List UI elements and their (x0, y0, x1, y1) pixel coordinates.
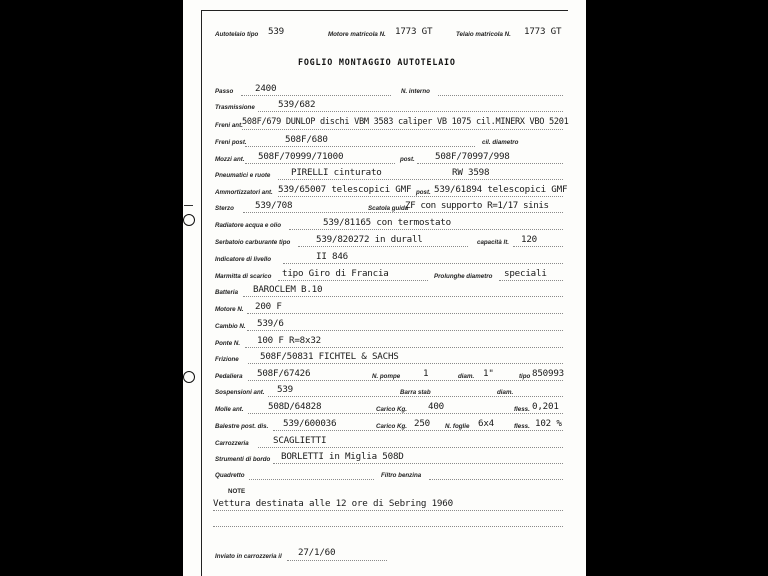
barra-stab-label: Barra stab (400, 389, 431, 396)
rule-line (283, 263, 563, 264)
rule-line (268, 396, 563, 397)
rule-line (417, 163, 563, 164)
cambio-label: Cambio N. (215, 323, 246, 330)
capacita-label: capacità lt. (477, 239, 509, 246)
carico1-value: 400 (428, 401, 444, 412)
passo-label: Passo (215, 88, 234, 95)
rule-line (499, 280, 563, 281)
cil-diametro-label: cil. diametro (482, 139, 519, 146)
foglie-label: N. foglie (445, 423, 470, 430)
marmitta-value: tipo Giro di Francia (282, 268, 389, 279)
rule-line (248, 363, 563, 364)
motore-n-value: 200 F (255, 301, 282, 312)
carico2-value: 250 (414, 418, 430, 429)
rule-line (245, 163, 395, 164)
frizione-label: Frizione (215, 356, 239, 363)
indicatore-label: Indicatore di livello (215, 256, 272, 263)
batteria-label: Batteria (215, 289, 239, 296)
carico2-label: Carico Kg. (376, 423, 407, 430)
rule-line (429, 479, 563, 480)
rule-line (249, 479, 374, 480)
trasmissione-value: 539/682 (278, 99, 316, 110)
rule-line (273, 463, 563, 464)
rule-line (278, 280, 428, 281)
molle-label: Molle ant. (215, 406, 244, 413)
ammortizzatori-value: 539/65007 telescopici GMF (278, 184, 412, 195)
rule-line (245, 146, 475, 147)
scatola-guida-value: ZF con supporto R=1/17 sinis (405, 200, 549, 211)
rule-line (513, 246, 563, 247)
mozzi-ant-value: 508F/70999/71000 (258, 151, 344, 162)
fless1-value: 0,201 (532, 401, 559, 412)
rule-line (247, 313, 563, 314)
motore-matricola-label: Motore matricola N. (328, 31, 386, 38)
indicatore-value: II 846 (316, 251, 348, 262)
freni-ant-label: Freni ant. (215, 122, 243, 129)
sterzo-label: Sterzo (215, 205, 234, 212)
sospensioni-value: 539 (277, 384, 293, 395)
pedaliera-label: Pedaliera (215, 373, 243, 380)
rule-line (438, 95, 563, 96)
quadretto-label: Quadretto (215, 472, 245, 479)
pompe-label: N. pompe (372, 373, 401, 380)
note-label: NOTE (228, 488, 246, 495)
rule-line (258, 447, 563, 448)
strumenti-label: Strumenti di bordo (215, 456, 271, 463)
rule-line (213, 526, 563, 527)
foglie-value: 6x4 (478, 418, 494, 429)
autotelaio-value: 539 (268, 26, 284, 37)
autotelaio-label: Autotelaio tipo (215, 31, 259, 38)
rule-line (247, 330, 563, 331)
scatola-guida-label: Scatola guida (368, 205, 409, 212)
carrozzeria-value: SCAGLIETTI (273, 435, 327, 446)
rule-line (289, 229, 563, 230)
tipo-value: 850993 (532, 368, 564, 379)
rule-line (245, 347, 563, 348)
prolunghe-value: speciali (504, 268, 547, 279)
ammortizzatori-label: Ammortizzatori ant. (215, 189, 273, 196)
tipo-label: tipo (519, 373, 531, 380)
ponte-label: Ponte N. (215, 340, 241, 347)
ammortizzatori-post-value: 539/61894 telescopici GMF (434, 184, 568, 195)
rule-line (278, 196, 563, 197)
balestre-label: Balestre post. dis. (215, 423, 269, 430)
diam2-label: diam. (497, 389, 514, 396)
rule-line (273, 430, 563, 431)
serbatoio-value: 539/820272 in durall (316, 234, 423, 245)
note-value: Vettura destinata alle 12 ore di Sebring 1960 (213, 498, 453, 509)
pompe-value: 1 (423, 368, 429, 379)
cambio-value: 539/6 (257, 318, 284, 329)
inviato-value: 27/1/60 (298, 547, 336, 558)
filtro-label: Filtro benzina (381, 472, 422, 479)
radiatore-label: Radiatore acqua e olio (215, 222, 282, 229)
telaio-matricola-label: Telaio matricola N. (456, 31, 511, 38)
balestre-value: 539/600036 (283, 418, 337, 429)
ammortizzatori-post-label: post. (416, 189, 431, 196)
strumenti-value: BORLETTI in Miglia 508D (281, 451, 404, 462)
molle-value: 508D/64828 (268, 401, 322, 412)
carrozzeria-label: Carrozzeria (215, 440, 249, 447)
prolunghe-label: Prolunghe diametro (434, 273, 493, 280)
rule-line (287, 560, 387, 561)
mozzi-ant-label: Mozzi ant. (215, 156, 245, 163)
marmitta-label: Marmitta di scarico (215, 273, 272, 280)
rule-line (248, 380, 563, 381)
passo-value: 2400 (255, 83, 277, 94)
fless2-label: fless. (514, 423, 530, 430)
rule-line (278, 179, 563, 180)
rule-line (243, 212, 563, 213)
serbatoio-label: Serbatoio carburante tipo (215, 239, 291, 246)
freni-post-label: Freni post. (215, 139, 247, 146)
diam-label: diam. (458, 373, 475, 380)
motore-matricola-value: 1773 GT (395, 26, 433, 37)
rule-line (248, 413, 563, 414)
pneumatici-value: PIRELLI cinturato (291, 167, 382, 178)
diam-value: 1" (483, 368, 494, 379)
rule-line (258, 111, 563, 112)
batteria-value: BAROCLEM B.10 (253, 284, 323, 295)
mozzi-post-value: 508F/70997/998 (435, 151, 510, 162)
mozzi-post-label: post. (400, 156, 415, 163)
rule-line (243, 296, 563, 297)
document-sheet (183, 0, 586, 576)
frizione-value: 508F/50831 FICHTEL & SACHS (260, 351, 399, 362)
punch-hole-top (183, 214, 195, 226)
capacita-value: 120 (521, 234, 537, 245)
motore-n-label: Motore N. (215, 306, 244, 313)
fless1-label: fless. (514, 406, 530, 413)
pneumatici-label: Pneumatici e ruote (215, 172, 271, 179)
sterzo-value: 539/708 (255, 200, 293, 211)
pneumatici-value-2: RW 3598 (452, 167, 490, 178)
fless2-value: 102 % (535, 418, 562, 429)
punch-hole-bottom (183, 371, 195, 383)
inviato-label: Inviato in carrozzeria il (215, 553, 282, 560)
sospensioni-label: Sospensioni ant. (215, 389, 265, 396)
binder-mark (184, 205, 193, 206)
pedaliera-value: 508F/67426 (257, 368, 311, 379)
radiatore-value: 539/81165 con termostato (323, 217, 451, 228)
rule-line (242, 129, 563, 130)
freni-post-value: 508F/680 (285, 134, 328, 145)
form-title: FOGLIO MONTAGGIO AUTOTELAIO (298, 57, 456, 67)
interno-label: N. interno (401, 88, 430, 95)
rule-line (298, 246, 468, 247)
carico1-label: Carico Kg. (376, 406, 407, 413)
freni-ant-value: 508F/679 DUNLOP dischi VBM 3583 caliper VB 1075 cil.MINERX VBO 5201 (242, 117, 569, 127)
rule-line (213, 510, 563, 511)
ponte-value: 100 F R=8x32 (257, 335, 321, 346)
rule-line (241, 95, 391, 96)
trasmissione-label: Trasmissione (215, 104, 255, 111)
telaio-matricola-value: 1773 GT (524, 26, 562, 37)
